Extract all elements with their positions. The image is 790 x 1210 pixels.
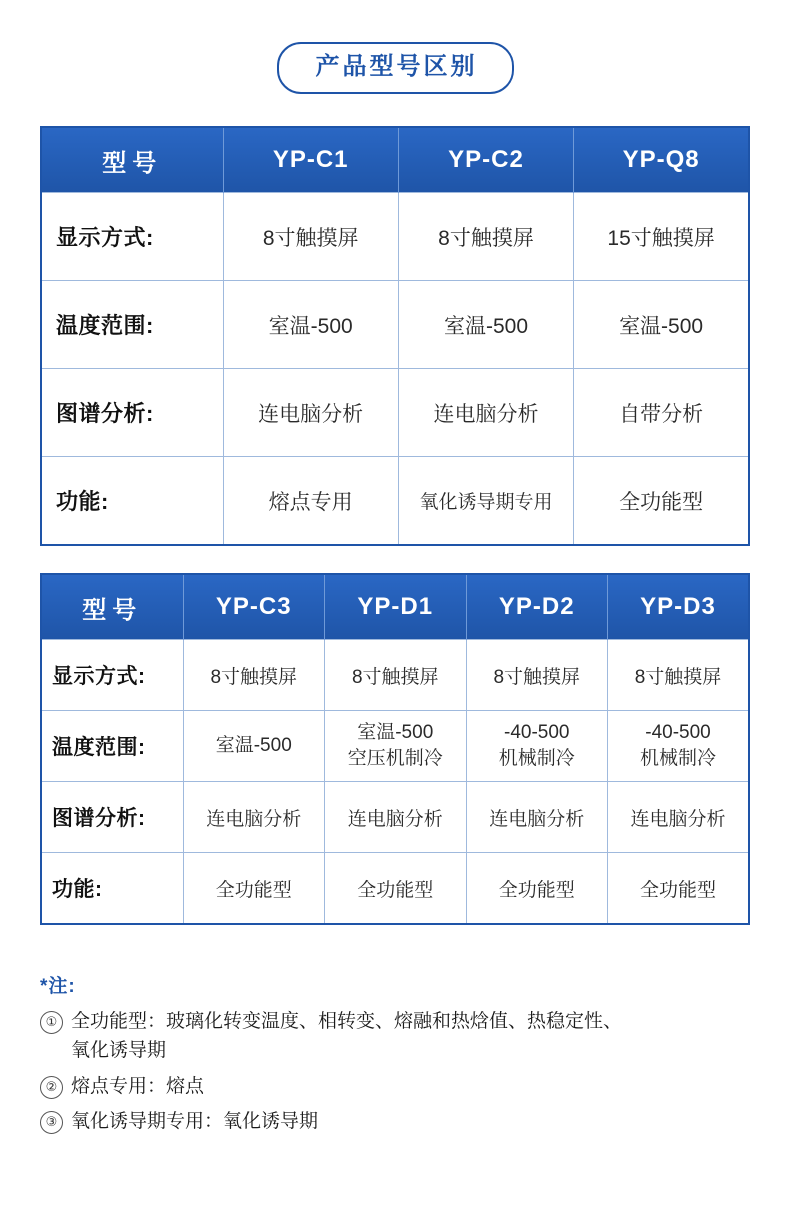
table2-header-row: [41, 574, 749, 640]
table-row: [41, 853, 749, 925]
table1-cell-spectrum-q8: 自带分析: [574, 369, 749, 457]
table1-cell-spectrum-c2: 连电脑分析: [398, 369, 573, 457]
table2-cell-temp-c3: [183, 711, 325, 782]
product-comparison-table-2: [40, 573, 750, 925]
notes-title: *注:: [40, 976, 76, 997]
table1-cell-display-c1: 8寸触摸屏: [223, 193, 398, 281]
table2-cell-spectrum-d3: 连电脑分析: [608, 782, 750, 853]
table2-header-yp-d1: YP-D1: [325, 574, 467, 640]
page-title: 产品型号区别: [277, 42, 514, 94]
list-item: [40, 1107, 750, 1136]
table2-cell-display-c3: 8寸触摸屏: [183, 640, 325, 711]
title-section: [40, 0, 750, 94]
table1-header-row: [41, 127, 749, 193]
table2-header-yp-c3: YP-C3: [183, 574, 325, 640]
table2-cell-spectrum-c3: 连电脑分析: [183, 782, 325, 853]
table1-cell-display-q8: 15寸触摸屏: [574, 193, 749, 281]
note-number-3: ③: [40, 1111, 63, 1134]
table1-header-model: 型号: [41, 127, 223, 193]
table1-cell-function-c2: 氧化诱导期专用: [398, 457, 573, 546]
table-row: [41, 281, 749, 369]
table2-cell-temp-d2: [466, 711, 608, 782]
table2-row-label-function: 功能:: [41, 853, 183, 925]
note-text-2: 熔点专用：熔点: [71, 1075, 205, 1097]
note-text-3: 氧化诱导期专用：氧化诱导期: [71, 1111, 319, 1133]
list-item: [40, 1072, 750, 1101]
table1-cell-spectrum-c1: 连电脑分析: [223, 369, 398, 457]
table2-cell-temp-d1-line1: 室温-500: [357, 722, 434, 744]
table2-cell-display-d2: 8寸触摸屏: [466, 640, 608, 711]
table2-header-yp-d3: YP-D3: [608, 574, 750, 640]
table1-cell-temp-c2: 室温-500: [398, 281, 573, 369]
table2-cell-display-d3: 8寸触摸屏: [608, 640, 750, 711]
table2-cell-function-d2: 全功能型: [466, 853, 608, 925]
table1-row-label-spectrum: 图谱分析:: [41, 369, 223, 457]
table2-cell-function-d1: 全功能型: [325, 853, 467, 925]
product-comparison-table-1: [40, 126, 750, 546]
table-row: [41, 457, 749, 546]
notes-section: [40, 925, 750, 1137]
table1-header-yp-q8: YP-Q8: [574, 127, 749, 193]
table1-cell-function-c1: 熔点专用: [223, 457, 398, 546]
table2-header-model: 型号: [41, 574, 183, 640]
table1-cell-temp-c1: 室温-500: [223, 281, 398, 369]
table2-cell-temp-d3-line1: -40-500: [645, 722, 711, 744]
table2-row-label-temp: 温度范围:: [41, 711, 183, 782]
list-item: [40, 1007, 750, 1066]
table2-cell-spectrum-d1: 连电脑分析: [325, 782, 467, 853]
table2-cell-temp-d1: [325, 711, 467, 782]
table-row: [41, 193, 749, 281]
table2-cell-temp-d3-line2: 机械制冷: [639, 748, 716, 769]
table2-header-yp-d2: YP-D2: [466, 574, 608, 640]
table1-cell-function-q8: 全功能型: [574, 457, 749, 546]
table2-cell-temp-c3-line1: 室温-500: [215, 735, 292, 757]
table2-cell-temp-d2-line1: -40-500: [504, 722, 570, 744]
note-text-1: [71, 1007, 750, 1066]
table1-row-label-function: 功能:: [41, 457, 223, 546]
table1-cell-display-c2: 8寸触摸屏: [398, 193, 573, 281]
table2-cell-spectrum-d2: 连电脑分析: [466, 782, 608, 853]
table2-cell-function-d3: 全功能型: [608, 853, 750, 925]
table2-cell-temp-d2-line2: 机械制冷: [498, 748, 575, 769]
table1-cell-temp-q8: 室温-500: [574, 281, 749, 369]
table2-row-label-display: 显示方式:: [41, 640, 183, 711]
table1-header-yp-c1: YP-C1: [223, 127, 398, 193]
table-row: [41, 711, 749, 782]
table-row: [41, 782, 749, 853]
table2-cell-temp-d1-line2: 空压机制冷: [347, 748, 443, 769]
note-number-2: ②: [40, 1076, 63, 1099]
table2-cell-function-c3: 全功能型: [183, 853, 325, 925]
table2-row-label-spectrum: 图谱分析:: [41, 782, 183, 853]
note-number-1: ①: [40, 1011, 63, 1034]
note-text-1-main: 全功能型：玻璃化转变温度、相转变、熔融和热焓值、热稳定性、: [71, 1011, 623, 1032]
table2-cell-temp-d3: [608, 711, 750, 782]
table-row: [41, 640, 749, 711]
table1-row-label-temp: 温度范围:: [41, 281, 223, 369]
note-text-1-cont: 氧化诱导期: [71, 1040, 167, 1062]
table1-header-yp-c2: YP-C2: [398, 127, 573, 193]
table1-row-label-display: 显示方式:: [41, 193, 223, 281]
table-row: [41, 369, 749, 457]
table2-cell-display-d1: 8寸触摸屏: [325, 640, 467, 711]
